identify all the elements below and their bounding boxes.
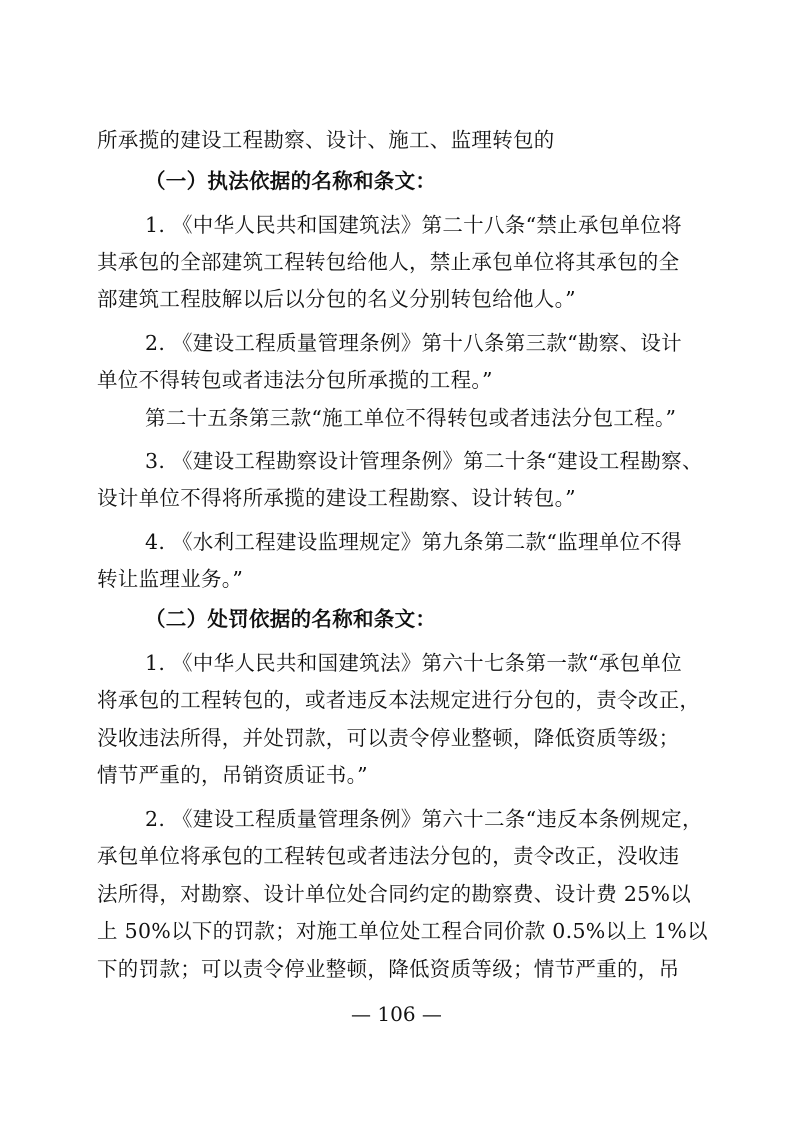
page-number: — 106 — [351,1002,442,1026]
section-heading: （二）处罚依据的名称和条文： [145,607,437,631]
text-line: 1. 《中华人民共和国建筑法》第二十八条“禁止承包单位将 [145,213,682,237]
text-line: 4. 《水利工程建设监理规定》第九条第二款“监理单位不得 [145,530,682,554]
text-line: 将承包的工程转包的，或者违反本法规定进行分包的，责令改正， [97,688,701,712]
text-line: 1. 《中华人民共和国建筑法》第六十七条第一款“承包单位 [145,651,682,675]
text-line: 2. 《建设工程质量管理条例》第十八条第三款“勘察、设计 [145,331,682,355]
text-line: 承包单位将承包的工程转包或者违法分包的，责令改正，没收违 [97,844,680,868]
text-line: 下的罚款；可以责令停业整顿，降低资质等级；情节严重的，吊 [97,957,680,981]
text-line: 设计单位不得将所承揽的建设工程勘察、设计转包。” [97,486,576,510]
text-line: 上 50%以下的罚款；对施工单位处工程合同价款 0.5%以上 1%以 [97,919,708,943]
text-line: 所承揽的建设工程勘察、设计、施工、监理转包的 [97,128,555,152]
text-line: 第二十五条第三款“施工单位不得转包或者违法分包工程。” [145,406,677,430]
text-line: 单位不得转包或者违法分包所承揽的工程。” [97,368,493,392]
text-line: 法所得，对勘察、设计单位处合同约定的勘察费、设计费 25%以 [97,882,692,906]
text-line: 没收违法所得，并处罚款，可以责令停业整顿，降低资质等级； [97,726,680,750]
section-heading: （一）执法依据的名称和条文： [145,169,437,193]
text-line: 转让监理业务。” [97,567,244,591]
text-line: 部建筑工程肢解以后以分包的名义分别转包给他人。” [97,287,576,311]
text-line: 2. 《建设工程质量管理条例》第六十二条“违反本条例规定， [145,807,703,831]
text-line: 3. 《建设工程勘察设计管理条例》第二十条“建设工程勘察、 [145,449,703,473]
text-line: 情节严重的，吊销资质证书。” [97,763,368,787]
text-line: 其承包的全部建筑工程转包给他人，禁止承包单位将其承包的全 [97,250,680,274]
